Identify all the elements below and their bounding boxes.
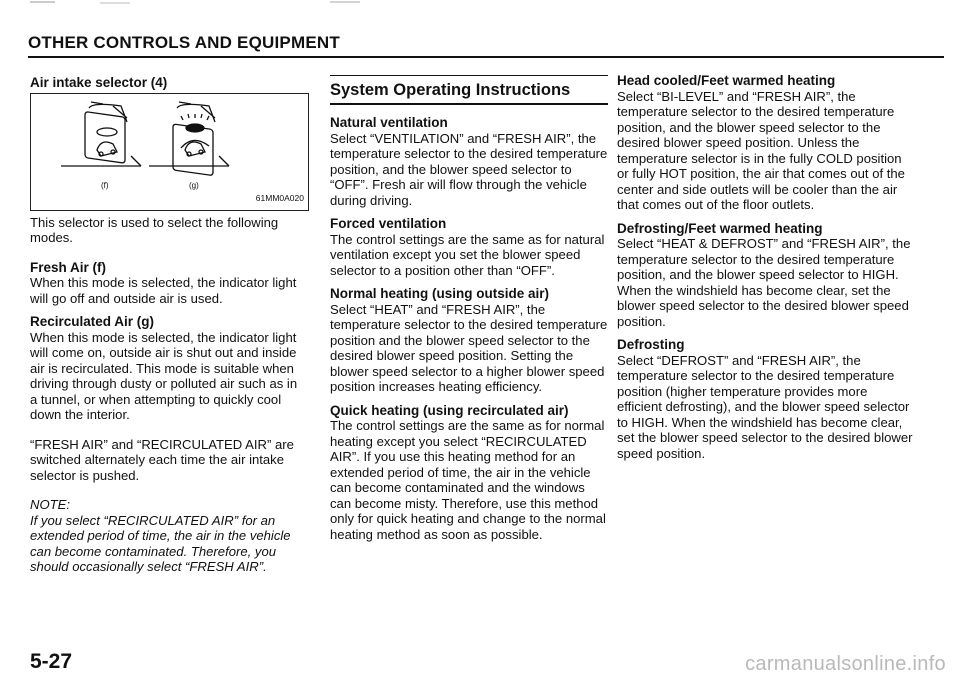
section-heading: Head cooled/Feet warmed heating xyxy=(617,73,836,88)
air-intake-heading: Air intake selector (4) xyxy=(30,75,168,90)
column-heating-modes xyxy=(617,73,914,461)
note-text: If you select “RECIRCULATED AIR” for an extended period of time, the air in the vehicle can become contaminated. Therefore, you should occasionally select “FRESH AIR”. xyxy=(30,512,291,574)
page-number: 5-27 xyxy=(30,650,73,673)
column-system-operating xyxy=(330,75,608,542)
section-text: Select “VENTILATION” and “FRESH AIR”, the temperature selector to the desired temperature position, and the blower speed selector to “OFF”. Fresh air will flow through the vehicle during driving. xyxy=(330,130,608,208)
section-heading: Normal heating (using outside air) xyxy=(330,286,550,301)
system-operating-title: System Operating Instructions xyxy=(330,75,608,105)
fresh-air-button-icon xyxy=(61,102,141,166)
air-intake-figure xyxy=(30,93,309,211)
section-heading: Natural ventilation xyxy=(330,115,448,130)
section-text: Select “BI-LEVEL” and “FRESH AIR”, the temperature selector to the desired temperature position, and the blower speed selector to the desired blower speed position. Unless the temperature selector is in the fully COLD position or fully HOT position, the air that comes out of the center and side outlets will be cooler than the air that comes out of the floor outlets. xyxy=(617,88,905,212)
scan-marks xyxy=(0,0,960,8)
section-heading: Defrosting/Feet warmed heating xyxy=(617,220,823,236)
note-label: NOTE: xyxy=(30,497,71,512)
section-heading: Forced ventilation xyxy=(330,216,447,231)
section-text: Select “HEAT” and “FRESH AIR”, the temperature selector to the desired temperature position and the blower speed selector to the desired blower speed position. Setting the blower speed selector to a higher blower speed position increases heating efficiency. xyxy=(330,301,608,394)
figure-label-f: (f) xyxy=(101,180,109,190)
page-header-title: OTHER CONTROLS AND EQUIPMENT xyxy=(28,33,340,52)
watermark: carmanualsonline.info xyxy=(745,653,946,675)
header-rule xyxy=(28,56,944,58)
fresh-air-heading: Fresh Air (f) xyxy=(30,259,107,275)
section-text: The control settings are the same as for normal heating except you select “RECIRCULATED AIR”. If you use this heating method for an extended period of time, the air in the vehicle can become contaminated and the windows can become misty. Therefore, use this method only for quick heating and change to the normal heating method as soon as possible. xyxy=(330,418,606,542)
section-heading: Quick heating (using recirculated air) xyxy=(330,402,569,418)
section-text: The control settings are the same as for natural ventilation except you set the blower speed selector to a position other than “OFF”. xyxy=(330,231,605,278)
figure-label-g: (g) xyxy=(189,180,199,190)
air-intake-intro: This selector is used to select the following modes. xyxy=(30,214,279,245)
figure-code: 61MM0A020 xyxy=(255,193,304,203)
fresh-air-text: When this mode is selected, the indicator light will go off and outside air is used. xyxy=(30,275,297,306)
switch-text: “FRESH AIR” and “RECIRCULATED AIR” are switched alternately each time the air intake selector is pushed. xyxy=(30,436,294,483)
recirculated-air-heading: Recirculated Air (g) xyxy=(30,314,155,329)
section-text: Select “HEAT & DEFROST” and “FRESH AIR”, the temperature selector to the desired temperature position, and the blower speed selector to HIGH. When the windshield has become clear, set the blower speed selector to the desired blower speed position. xyxy=(617,236,911,329)
section-heading: Defrosting xyxy=(617,337,685,352)
recirculated-air-text: When this mode is selected, the indicator light will come on, outside air is shut out and inside air is recirculated. This mode is suitable when driving through dusty or polluted air such as in a tunnel, or when attempting to quickly cool down the interior. xyxy=(30,329,298,422)
column-air-intake xyxy=(30,75,308,575)
section-text: Select “DEFROST” and “FRESH AIR”, the temperature selector to the desired temperature position (higher temperature provides more efficient defrosting), and the blower speed selector to HIGH. When the windshield has become clear, set the blower speed selector to the desired blower speed position. xyxy=(617,352,913,461)
recirculated-air-button-icon xyxy=(149,102,229,176)
